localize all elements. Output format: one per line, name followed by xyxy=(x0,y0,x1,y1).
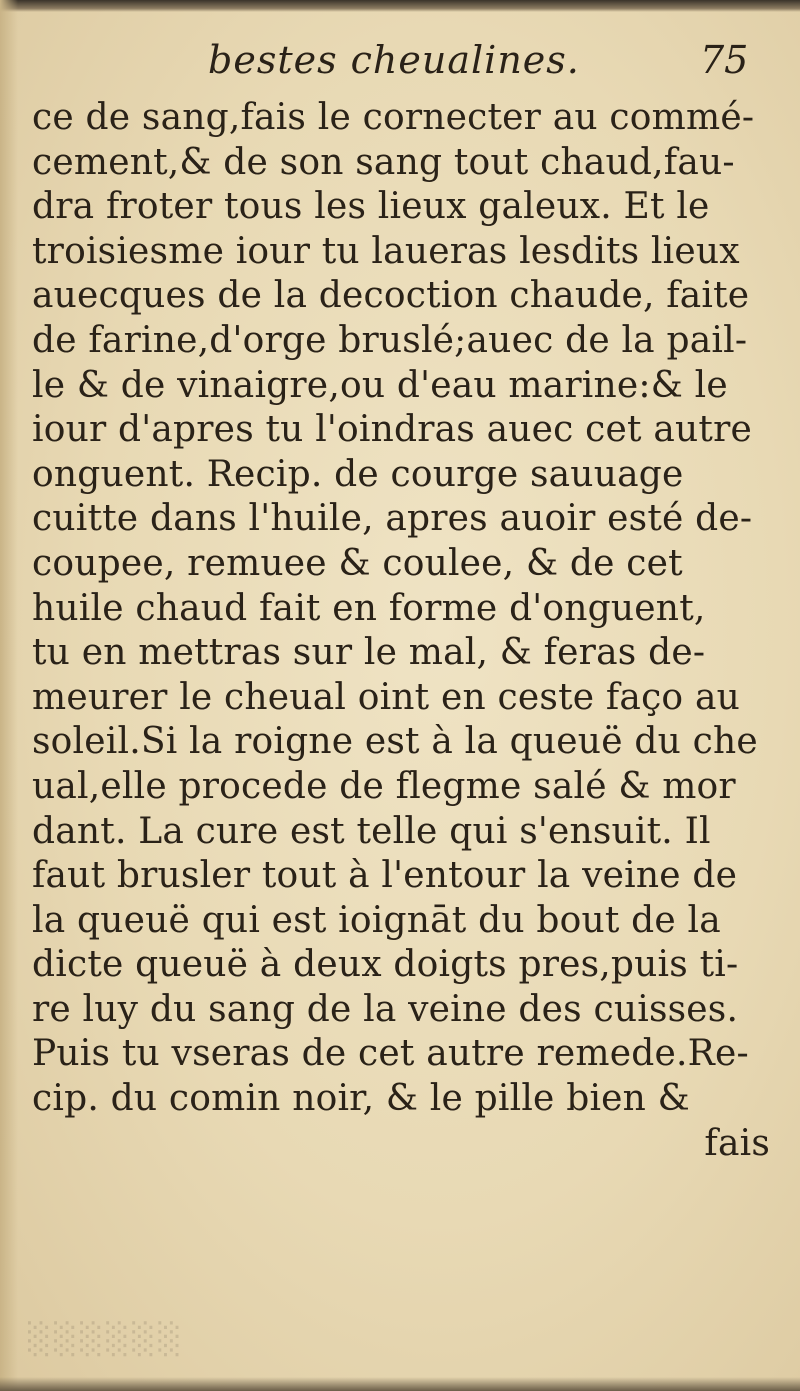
text-line: dant. La cure est telle qui s'ensuit. Il xyxy=(32,810,711,852)
page-top-edge xyxy=(0,0,800,12)
faded-library-stamp: ░░░░░░ xyxy=(28,1322,185,1357)
text-line: auecques de la decoction chaude, faite xyxy=(32,275,750,317)
text-line: tu en mettras sur le mal, & feras de- xyxy=(32,632,706,674)
text-line: dicte queuë à deux doigts pres,puis ti- xyxy=(32,944,739,986)
text-line: cement,& de son sang tout chaud,fau- xyxy=(32,141,735,183)
running-head: bestes cheualines. xyxy=(208,38,580,82)
text-line: de farine,d'orge bruslé;auec de la pail- xyxy=(32,319,748,361)
text-line: cuitte dans l'huile, apres auoir esté de- xyxy=(32,498,753,540)
text-line: le & de vinaigre,ou d'eau marine:& le xyxy=(32,364,728,406)
text-line: dra froter tous les lieux galeux. Et le xyxy=(32,186,710,228)
text-line: meurer le cheual oint en ceste faço au xyxy=(32,676,741,718)
text-line: coupee, remuee & coulee, & de cet xyxy=(32,542,683,584)
page-gutter-shadow xyxy=(0,0,18,1391)
text-line: cip. du comin noir, & le pille bien & xyxy=(32,1078,690,1120)
page-number: 75 xyxy=(700,38,749,82)
text-line: huile chaud fait en forme d'onguent, xyxy=(32,587,706,629)
text-line: ual,elle procede de flegme salé & mor xyxy=(32,765,736,807)
text-line: re luy du sang de la veine des cuisses. xyxy=(32,988,739,1030)
catchword: fais xyxy=(704,1122,770,1164)
text-line: soleil.Si la roigne est à la queuë du che xyxy=(32,721,758,763)
text-line: troisiesme iour tu laueras lesdits lieux xyxy=(32,230,740,272)
page-header xyxy=(0,38,800,98)
text-line: faut brusler tout à l'entour la veine de xyxy=(32,855,738,897)
text-line: Puis tu vseras de cet autre remede.Re- xyxy=(32,1033,749,1075)
page-bottom-edge xyxy=(0,1377,800,1391)
text-line: onguent. Recip. de courge sauuage xyxy=(32,453,684,495)
text-line: iour d'apres tu l'oindras auec cet autre xyxy=(32,409,752,451)
body-text xyxy=(32,96,780,1166)
text-line: ce de sang,fais le cornecter au commé- xyxy=(32,97,755,138)
text-line: la queuë qui est ioignāt du bout de la xyxy=(32,899,721,941)
